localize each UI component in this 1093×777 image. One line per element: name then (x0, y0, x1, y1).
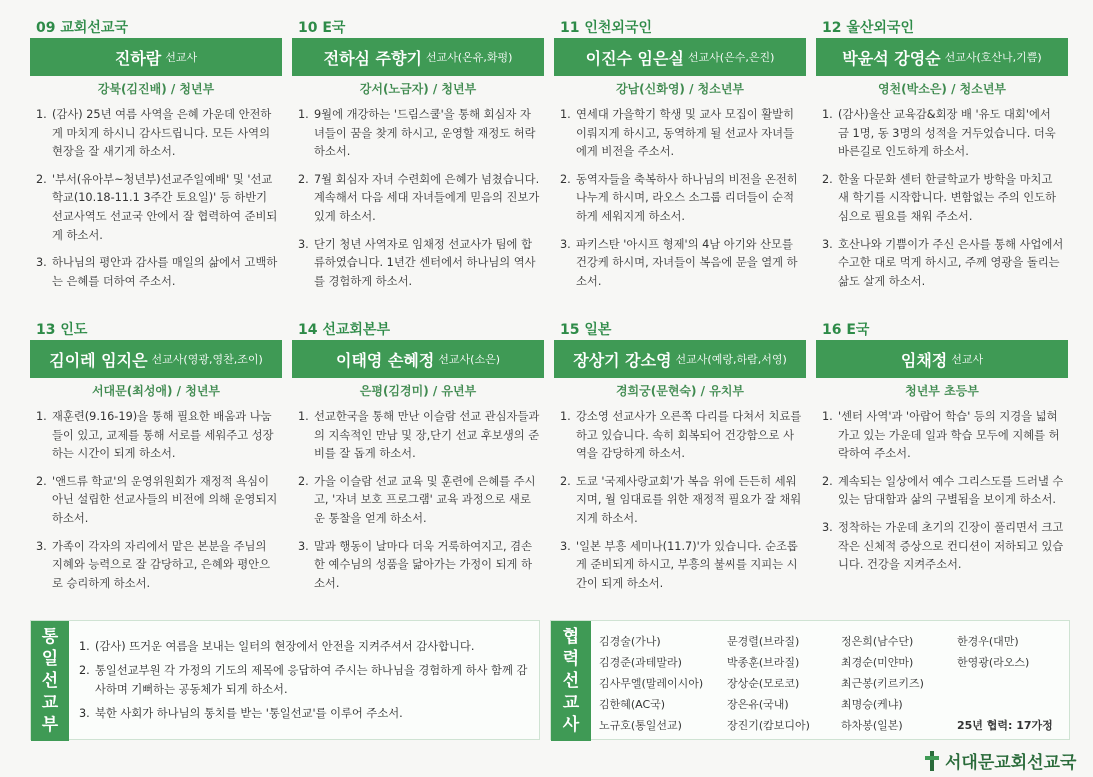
card-sponsor: 경희궁(문현숙) / 유치부 (615, 384, 745, 398)
missionary-entry: 장진기(캄보디아) (727, 719, 810, 732)
card-header (816, 340, 1068, 378)
missionary-entry (957, 696, 1069, 717)
card-sponsor: 서대문(최성애) / 청년부 (91, 384, 221, 398)
mission-card (816, 18, 1068, 300)
prayer-item: 1. (감사)울산 교육감&회장 배 '유도 대회'에서 금 1명, 동 3명의 성적을 거두었습니다. 더욱 바른길로 인도하게 하소서. (822, 108, 1056, 159)
prayer-item: 1. 선교한국을 통해 만난 이슬람 선교 관심자들과의 지속적인 만남 및 장,단기 선교 후보생의 준비를 잘 돕게 하소서. (298, 410, 540, 461)
card-sponsor: 강남(신화영) / 청소년부 (615, 82, 745, 96)
card-number: 13 인도 (36, 322, 88, 338)
prayer-item: 1. '센터 사역'과 '아랍어 학습' 등의 지경을 넓혀가고 있는 가운데 일과 학습 모두에 지혜를 허락하여 주소서. (822, 410, 1060, 461)
prayer-list (816, 102, 1068, 300)
missionary-entry: 한경우(대만) (957, 635, 1019, 648)
prayer-item: 3. 호산나와 기쁨이가 주신 은사를 통해 사업에서 수고한 대로 먹게 하시고, 주께 영광을 돌리는 삶도 살게 하소서. (822, 237, 1064, 288)
mission-card (292, 320, 544, 602)
prayer-item: 3. 가족이 각자의 자리에서 맡은 본분을 주님의 지혜와 능력으로 잘 감당하고, 은혜와 평안으로 승리하게 하소서. (36, 539, 270, 590)
prayer-item: 2. 동역자들을 축복하사 하나님의 비전을 온전히 나누게 하시며, 라오스 소그룹 리더들이 순적하게 세워지게 하소서. (560, 172, 798, 223)
missionary-entry: 하차봉(일본) (841, 719, 903, 732)
missionary-entry: 김사무엘(말레이시아) (599, 677, 704, 690)
prayer-list (30, 102, 282, 300)
missionary-entry: 25년 협력: 17가정 (957, 719, 1053, 732)
missionary-role: 선교사 (165, 51, 198, 64)
card-sponsor: 강서(노금자) / 청년부 (359, 82, 477, 96)
missionary-entry: 장은유(국내) (727, 698, 789, 711)
missionary-role: 선교사(예랑,하람,서영) (675, 353, 787, 366)
missionary-entry: 장상순(모로코) (727, 677, 800, 690)
prayer-item: 2. 7월 회심자 자녀 수련회에 은혜가 넘쳤습니다. 계속해서 다음 세대 자녀들에게 믿음의 진보가 있게 하소서. (298, 172, 540, 223)
prayer-item: 3. '일본 부흥 세미나(11.7)'가 있습니다. 순조롭게 준비되게 하시고, 부흥의 불씨를 지피는 시간이 되게 하소서. (560, 539, 798, 590)
card-header (30, 38, 282, 76)
logo-text: 서대문교회선교국 (945, 753, 1077, 773)
prayer-item: 3. 정착하는 가운데 초기의 긴장이 풀리면서 크고 작은 신체적 증상으로 컨디션이 저하되고 있습니다. 건강을 지켜주소서. (822, 520, 1064, 572)
label-char: 협 (562, 627, 580, 647)
card-sponsor: 청년부 초등부 (905, 384, 979, 398)
prayer-item: 2. '앤드류 학교'의 운영위원회가 재정적 욕심이 아닌 설립한 선교사들의 비전에 의해 운영되지 하소서. (36, 474, 278, 525)
prayer-list (292, 102, 544, 300)
label-char: 통 (41, 627, 59, 647)
missionary-name: 이진수 임은실 (585, 48, 684, 68)
missionary-entry: 최경순(미얀마) (841, 656, 914, 669)
missionary-role: 선교사(소은) (438, 353, 501, 366)
card-number: 14 선교회본부 (298, 322, 390, 338)
mission-card (554, 320, 806, 602)
missionary-name: 진하람 (114, 48, 162, 68)
card-sponsor: 은평(김경미) / 유년부 (359, 384, 477, 398)
church-logo (925, 748, 1076, 773)
prayer-item: 3. 북한 사회가 하나님의 통치를 받는 '통일선교'를 이루어 주소서. (79, 707, 403, 720)
unification-list (79, 637, 534, 728)
missionary-role: 선교사(영광,영찬,조이) (151, 353, 263, 366)
missionary-entry: 노규호(통일선교) (599, 719, 682, 732)
prayer-list (554, 102, 806, 300)
label-char: 교 (562, 693, 580, 713)
prayer-item: 3. 하나님의 평안과 감사를 매일의 삶에서 고백하는 은혜를 더하여 주소서. (36, 256, 278, 288)
missionary-entry: 정은희(남수단) (841, 635, 914, 648)
prayer-item: 1. 강소영 선교사가 오른쪽 다리를 다쳐서 치료를 하고 있습니다. 속히 회복되어 건강함으로 사역을 감당하게 하소서. (560, 410, 802, 461)
card-header (554, 38, 806, 76)
card-number: 09 교회선교국 (36, 20, 128, 36)
prayer-list (554, 404, 806, 602)
prayer-item: 1. (감사) 뜨거운 여름을 보내는 일터의 현장에서 안전을 지켜주셔서 감사합니다. (79, 640, 475, 653)
prayer-item: 2. 가을 이슬람 선교 교육 및 훈련에 은혜를 주시고, '자녀 보호 프로그램' 교육 과정으로 새로운 통찰을 얻게 하소서. (298, 474, 536, 525)
missionary-entry: 김한혜(AC국) (599, 698, 666, 711)
card-number: 12 울산외국인 (822, 20, 914, 36)
prayer-list (816, 404, 1068, 584)
mission-card (30, 18, 282, 300)
card-number: 10 E국 (298, 20, 346, 36)
mission-card (292, 18, 544, 300)
missionary-name: 김이레 임지은 (49, 350, 148, 370)
missionary-role: 선교사(은수,은진) (687, 51, 775, 64)
missionary-name: 장상기 강소영 (573, 350, 672, 370)
bottom-section (30, 620, 1070, 740)
label-char: 력 (562, 649, 580, 669)
card-header (30, 340, 282, 378)
mission-row-2 (30, 320, 1070, 602)
missionary-entry: 최근봉(키르키즈) (841, 677, 924, 690)
unification-box (30, 620, 540, 740)
missionary-entry: 최명승(케냐) (841, 698, 903, 711)
missionary-name: 박윤석 강영순 (842, 48, 941, 68)
unification-label (31, 621, 69, 741)
card-header (292, 340, 544, 378)
mission-card (554, 18, 806, 300)
prayer-list (292, 404, 544, 602)
mission-row-1 (30, 18, 1070, 300)
missionary-role: 선교사(온유,화평) (425, 51, 513, 64)
card-header (816, 38, 1068, 76)
missionary-name: 이태영 손혜정 (335, 350, 435, 370)
label-char: 사 (562, 715, 580, 735)
prayer-item: 3. 파키스탄 '아시프 형제'의 4남 아기와 산모를 건강케 하시며, 자녀들이 복음에 문을 열게 하소서. (560, 237, 798, 288)
missionary-entry: 문경렬(브라질) (727, 635, 800, 648)
label-char: 선 (562, 671, 580, 691)
card-header (554, 340, 806, 378)
card-number: 16 E국 (822, 322, 870, 338)
prayer-item: 3. 단기 청년 사역자로 임채정 선교사가 팀에 합류하였습니다. 1년간 센터에서 하나님의 역사를 경험하게 하소서. (298, 237, 536, 288)
card-header (292, 38, 544, 76)
prayer-item: 2. '부서(유아부~청년부)선교주일예배' 및 '선교학교(10.18-11.1 3주간 토요일)' 등 하반기 선교사역도 선교국 안에서 잘 협력하여 준비되게 하소서. (36, 172, 278, 242)
cooperating-grid (599, 633, 1069, 738)
card-number: 11 인천외국인 (560, 20, 652, 36)
prayer-item: 2. 통일선교부원 각 가정의 기도의 제목에 응답하여 주시는 하나님을 경험하게 하사 함께 감사하며 기뻐하는 공동체가 되게 하소서. (79, 664, 528, 696)
missionary-role: 선교사(호산나,기쁨) (944, 51, 1042, 64)
cross-logo-icon (925, 751, 939, 771)
label-char: 부 (41, 715, 59, 735)
missionary-entry: 김경준(과테말라) (599, 656, 682, 669)
card-number: 15 일본 (560, 322, 612, 338)
card-sponsor: 영천(박소은) / 청소년부 (877, 82, 1007, 96)
label-char: 교 (41, 693, 59, 713)
prayer-item: 3. 말과 행동이 날마다 더욱 거룩하여지고, 겸손한 예수님의 성품을 닮아가는 가정이 되게 하소서. (298, 539, 532, 590)
missionary-role: 선교사 (951, 353, 984, 366)
prayer-item: 1. (감사) 25년 여름 사역을 은혜 가운데 안전하게 마치게 하시니 감사드립니다. 모든 사역의 현장을 잘 새기게 하소서. (36, 108, 272, 159)
mission-card (30, 320, 282, 602)
card-sponsor: 강북(김진배) / 청년부 (97, 82, 215, 96)
cooperating-label (551, 621, 591, 741)
prayer-item: 2. 계속되는 일상에서 예수 그리스도를 드러낼 수 있는 담대함과 삶의 구별됨을 보이게 하소서. (822, 474, 1064, 507)
missionary-entry: 한영광(라오스) (957, 656, 1030, 669)
missionary-name: 임채정 (900, 350, 948, 370)
cooperating-box (550, 620, 1070, 740)
missionary-entry: 김경술(가나) (599, 635, 661, 648)
prayer-list (30, 404, 282, 602)
missionary-entry (957, 675, 1069, 696)
label-char: 일 (41, 649, 59, 669)
mission-card (816, 320, 1068, 602)
prayer-item: 2. 한울 다문화 센터 한글학교가 방학을 마치고 새 학기를 시작합니다. 변함없는 주의 인도하심으로 필요를 채워 주소서. (822, 172, 1056, 223)
prayer-item: 1. 재훈련(9.16-19)을 통해 필요한 배움과 나눔들이 있고, 교제를 통해 서로를 세워주고 성장하는 시간이 되게 하소서. (36, 410, 274, 461)
missionary-entry: 박종훈(브라질) (727, 656, 800, 669)
prayer-item: 1. 9월에 개강하는 '드림스쿨'을 통해 회심자 자녀들이 꿈을 찾게 하시고, 운영할 재정도 허락하소서. (298, 108, 536, 159)
prayer-item: 2. 도쿄 '국제사랑교회'가 복음 위에 든든히 세워지며, 월 임대료를 위한 재정적 필요가 잘 채워지게 하소서. (560, 474, 802, 525)
missionary-name: 전하심 주향기 (323, 48, 422, 68)
prayer-item: 1. 연세대 가을학기 학생 및 교사 모집이 활발히 이뤄지게 하시고, 동역하게 될 선교사 자녀들에게 비전을 주소서. (560, 108, 794, 159)
label-char: 선 (41, 671, 59, 691)
